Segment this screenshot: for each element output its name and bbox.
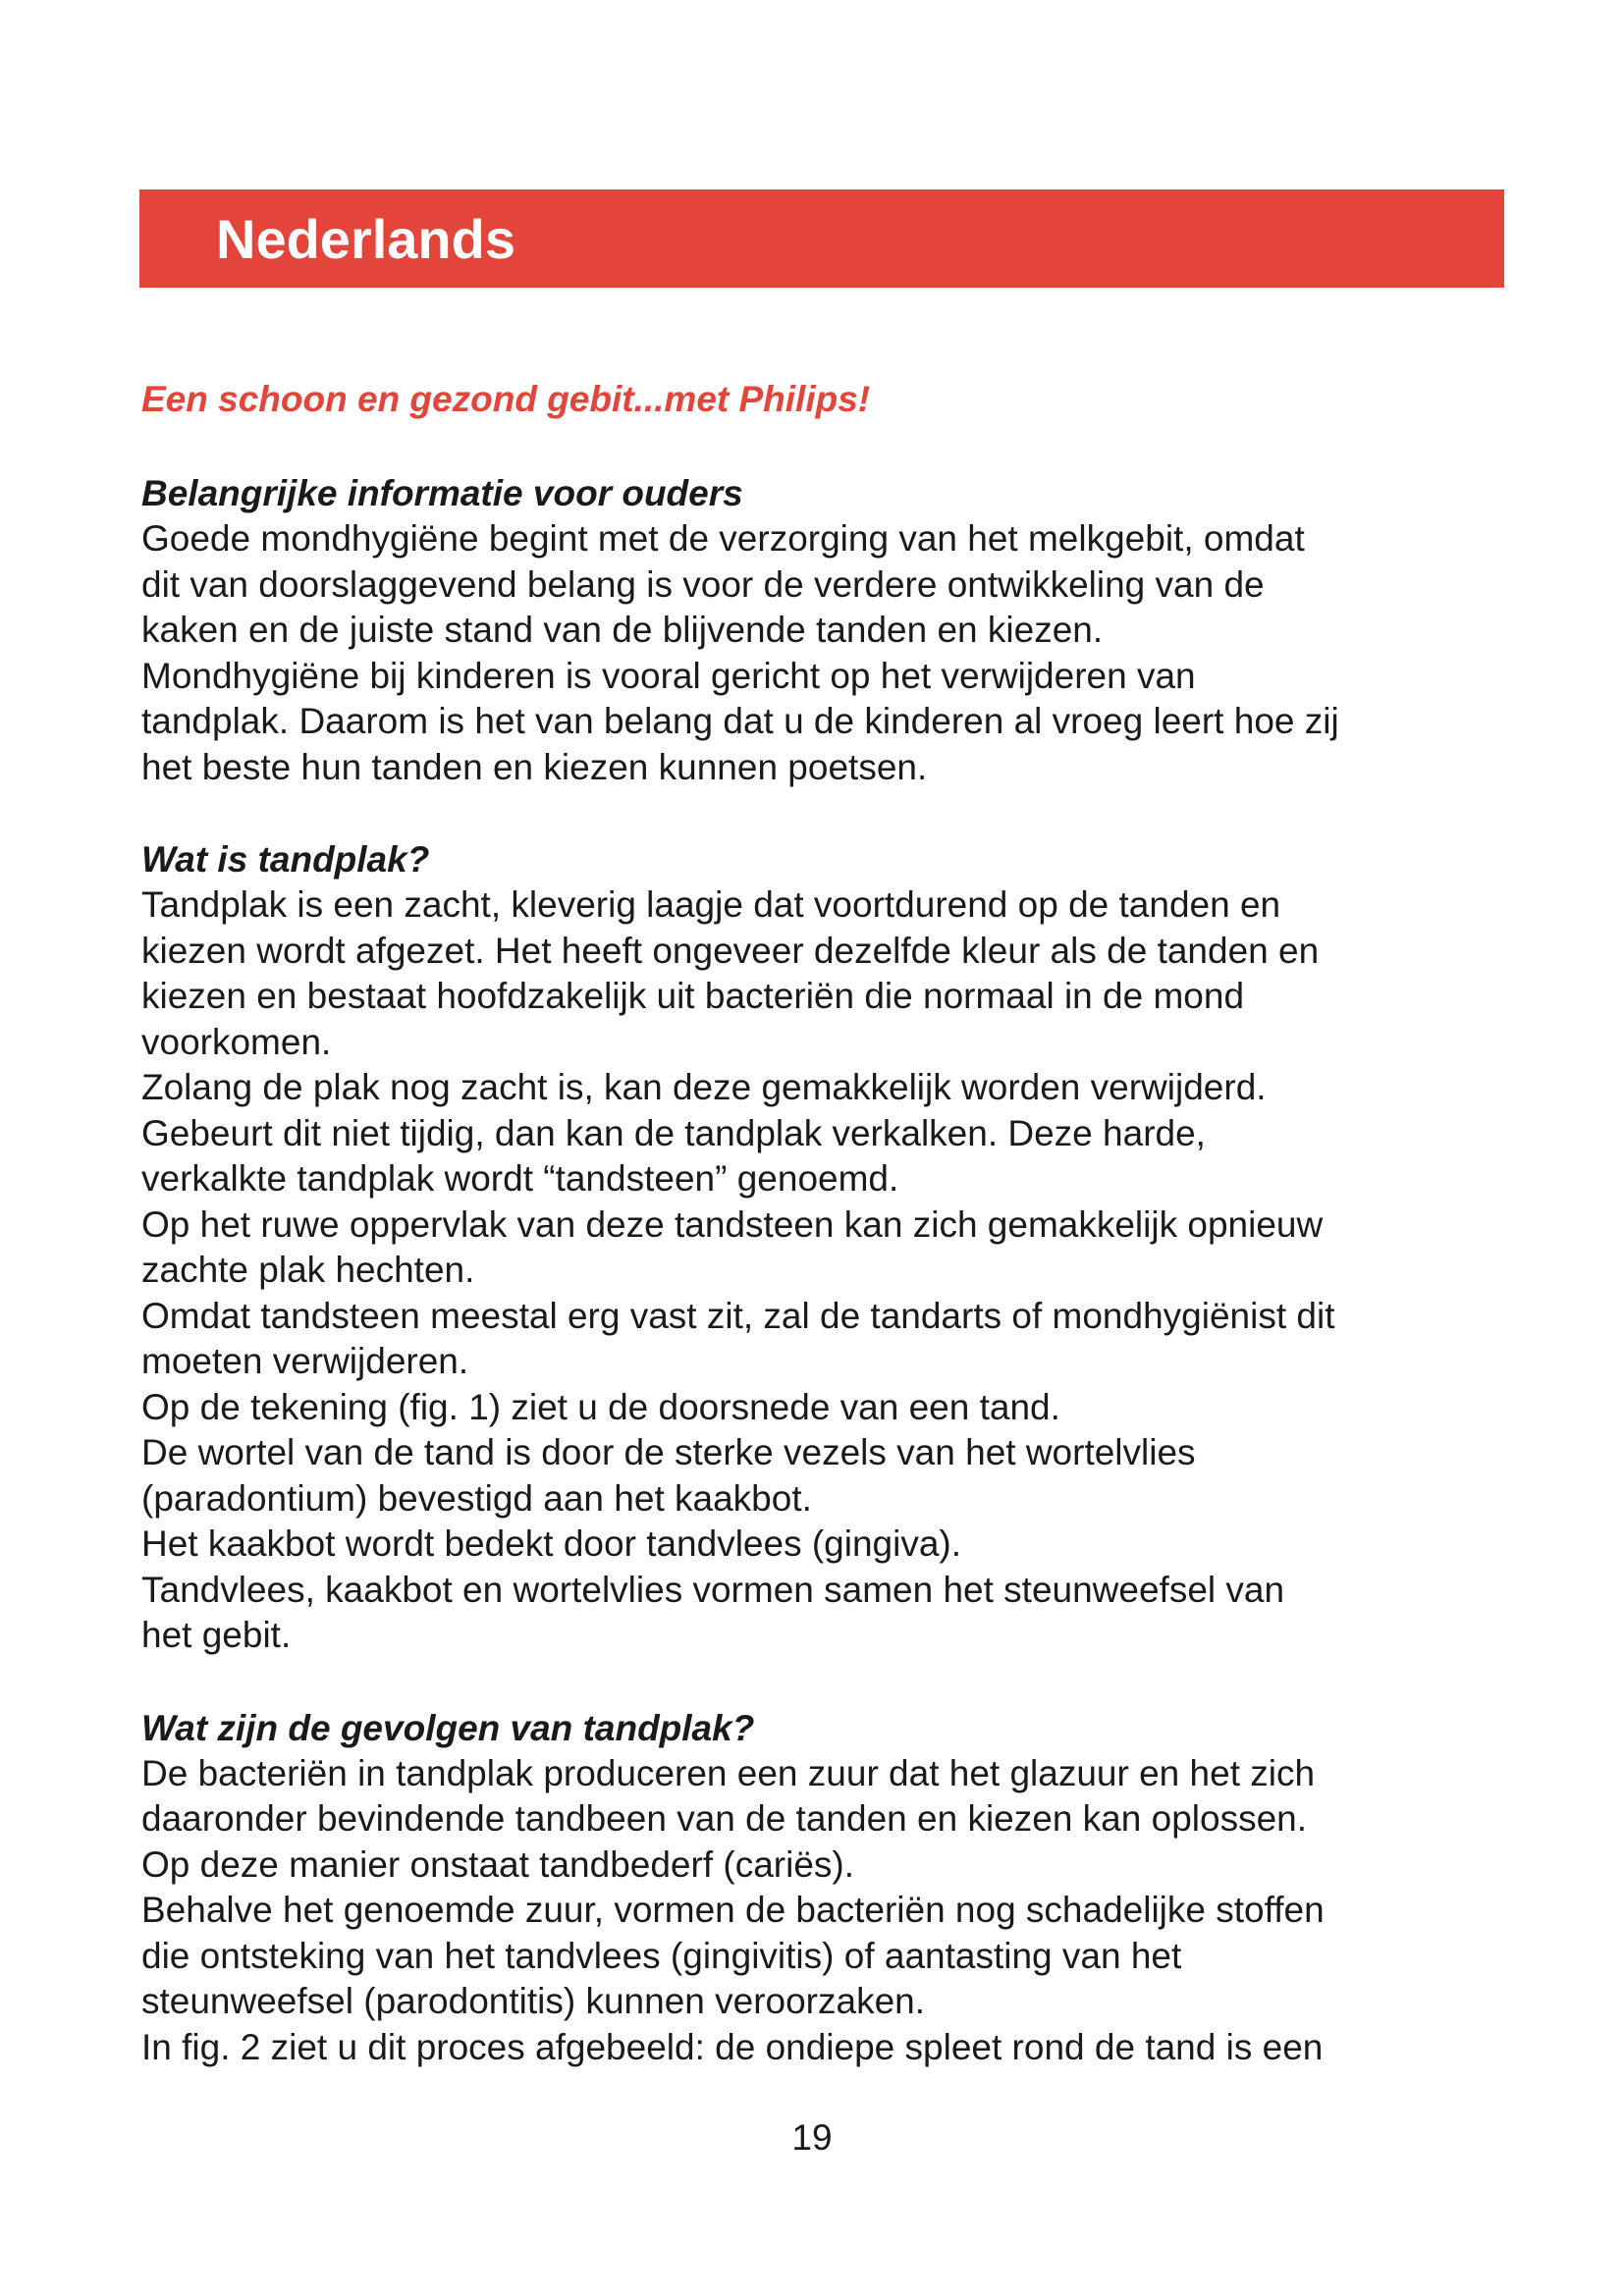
paragraph-line: dit van doorslaggevend belang is voor de verdere ontwikkeling van de xyxy=(141,563,1265,605)
document-body xyxy=(141,377,1516,2070)
paragraph-line: In fig. 2 ziet u dit proces afgebeeld: de ondiepe spleet rond de tand is een xyxy=(141,2026,1324,2067)
paragraph-line: voorkomen. xyxy=(141,1021,332,1062)
paragraph-line: die ontsteking van het tandvlees (gingivitis) of aantasting van het xyxy=(141,1935,1182,1976)
paragraph-line: het beste hun tanden en kiezen kunnen poetsen. xyxy=(141,746,928,787)
paragraph-line: moeten verwijderen. xyxy=(141,1341,469,1381)
paragraph-line: Behalve het genoemde zuur, vormen de bacteriën nog schadelijke stoffen xyxy=(141,1890,1325,1930)
paragraph-line: Het kaakbot wordt bedekt door tandvlees (gingiva). xyxy=(141,1523,962,1564)
paragraph-line: Op de tekening (fig. 1) ziet u de doorsnede van een tand. xyxy=(141,1386,1060,1427)
paragraph-line: daaronder bevindende tandbeen van de tanden en kiezen kan oplossen. xyxy=(141,1798,1307,1839)
paragraph-line: Op het ruwe oppervlak van deze tandsteen kan zich gemakkelijk opnieuw xyxy=(141,1203,1324,1245)
paragraph-line: tandplak. Daarom is het van belang dat u de kinderen al vroeg leert hoe zij xyxy=(141,701,1339,741)
section-parents-info xyxy=(141,471,1516,790)
section-title: Wat zijn de gevolgen van tandplak? xyxy=(141,1707,755,1748)
page-number: 19 xyxy=(791,2117,833,2158)
section-title: Wat is tandplak? xyxy=(141,839,430,880)
section-consequences-of-plaque xyxy=(141,1706,1516,2071)
language-banner xyxy=(139,189,1504,288)
section-what-is-plaque xyxy=(141,837,1516,1659)
tagline: Een schoon en gezond gebit...met Philips! xyxy=(141,379,871,419)
paragraph-line: Op deze manier onstaat tandbederf (cariës). xyxy=(141,1843,854,1885)
paragraph-line: (paradontium) bevestigd aan het kaakbot. xyxy=(141,1477,812,1519)
paragraph-line: Tandvlees, kaakbot en wortelvlies vormen samen het steunweefsel van xyxy=(141,1569,1285,1610)
paragraph-line: Tandplak is een zacht, kleverig laagje dat voortdurend op de tanden en xyxy=(141,884,1281,925)
paragraph-line: Zolang de plak nog zacht is, kan deze gemakkelijk worden verwijderd. xyxy=(141,1067,1267,1107)
banner-title: Nederlands xyxy=(216,208,515,270)
paragraph-line: Mondhygiëne bij kinderen is vooral gericht op het verwijderen van xyxy=(141,655,1196,696)
paragraph-line: steunweefsel (parodontitis) kunnen veroorzaken. xyxy=(141,1981,926,2021)
paragraph-line: kiezen en bestaat hoofdzakelijk uit bacteriën die normaal in de mond xyxy=(141,976,1245,1016)
paragraph-line: kaken en de juiste stand van de blijvende tanden en kiezen. xyxy=(141,610,1104,650)
paragraph-line: Omdat tandsteen meestal erg vast zit, zal de tandarts of mondhygiënist dit xyxy=(141,1295,1335,1336)
paragraph-line: zachte plak hechten. xyxy=(141,1250,475,1290)
section-title: Belangrijke informatie voor ouders xyxy=(141,473,743,513)
paragraph-line: Goede mondhygiëne begint met de verzorging van het melkgebit, omdat xyxy=(141,518,1305,559)
paragraph-line: kiezen wordt afgezet. Het heeft ongeveer dezelfde kleur als de tanden en xyxy=(141,930,1320,971)
paragraph-line: het gebit. xyxy=(141,1615,292,1655)
paragraph-line: De bacteriën in tandplak produceren een zuur dat het glazuur en het zich xyxy=(141,1752,1316,1793)
paragraph-line: De wortel van de tand is door de sterke vezels van het wortelvlies xyxy=(141,1432,1196,1472)
paragraph-line: Gebeurt dit niet tijdig, dan kan de tandplak verkalken. Deze harde, xyxy=(141,1112,1206,1153)
paragraph-line: verkalkte tandplak wordt “tandsteen” genoemd. xyxy=(141,1158,899,1199)
